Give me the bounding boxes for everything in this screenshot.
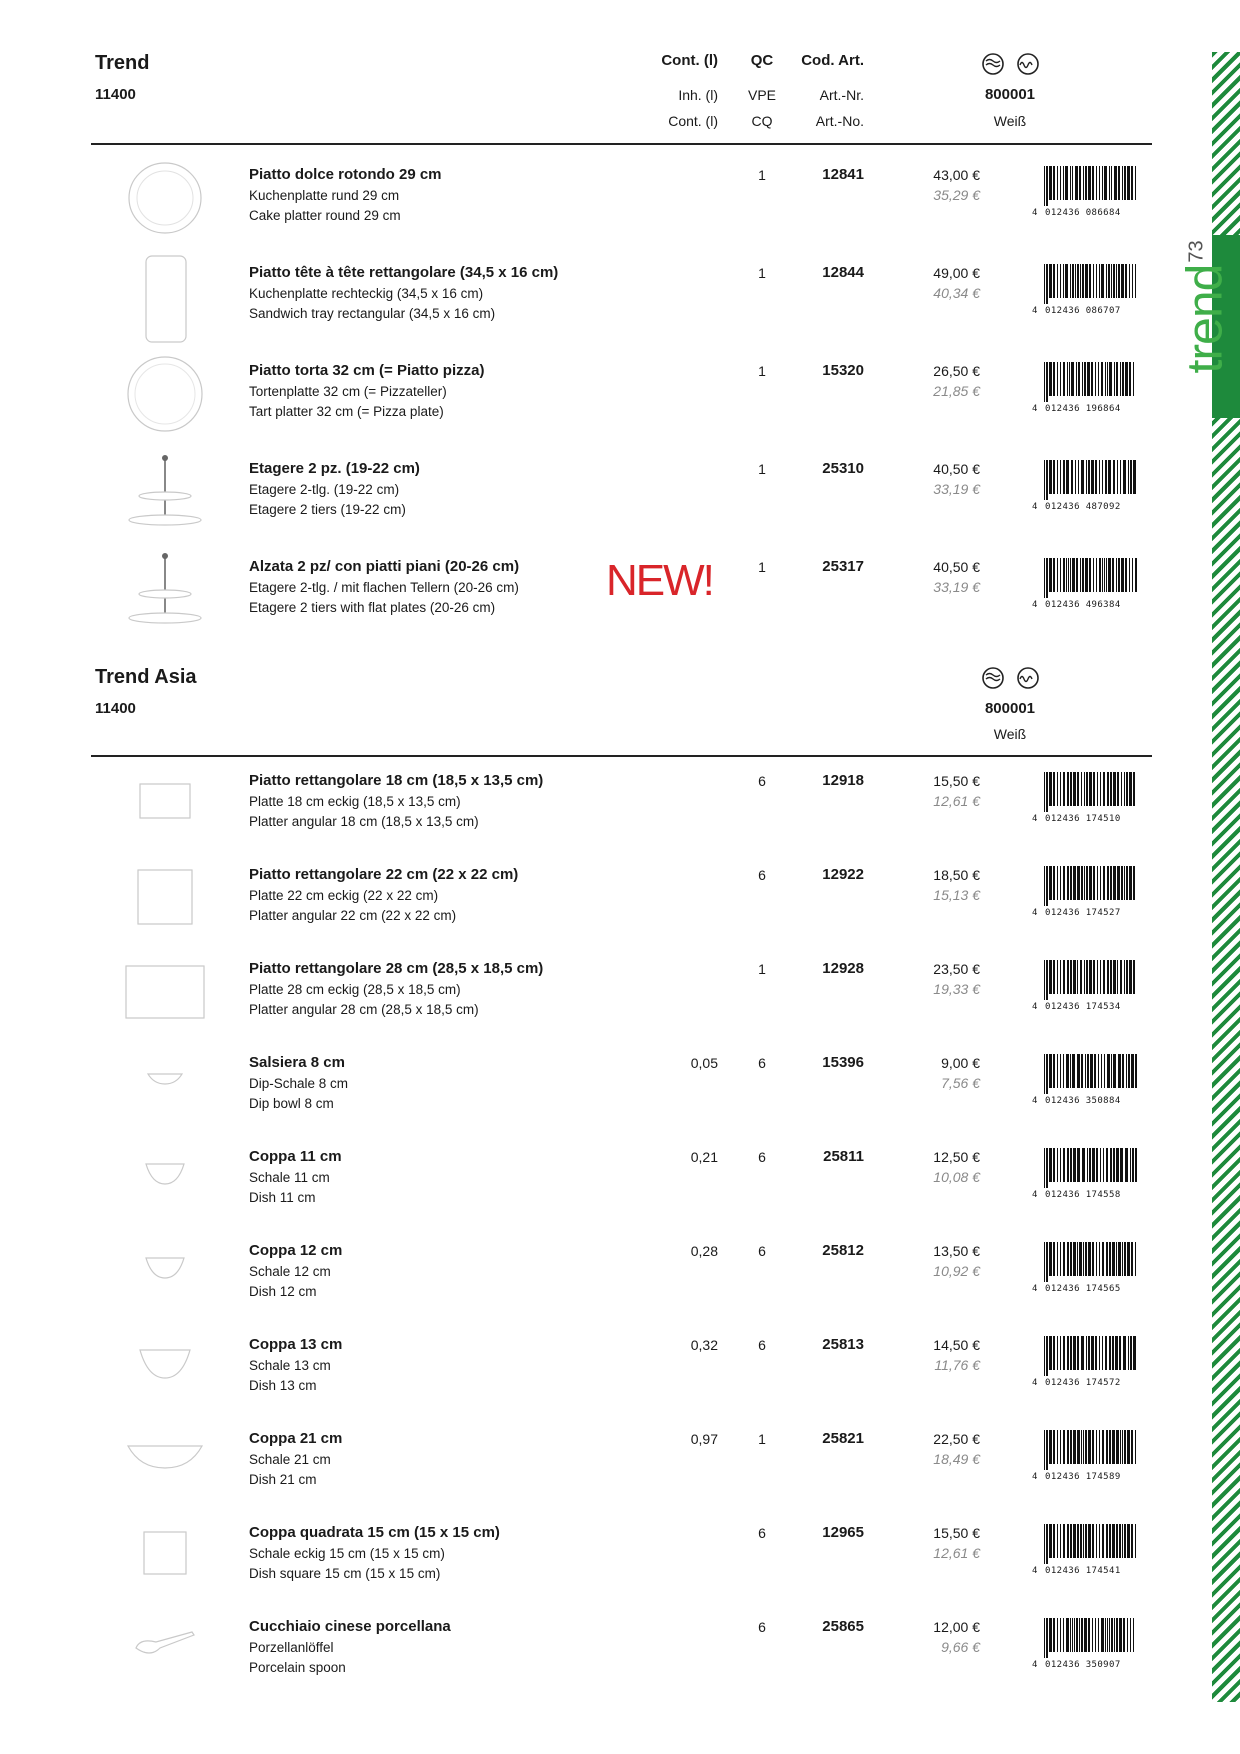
product-name-it: Piatto tête à tête rettangolare (34,5 x 16 cm) bbox=[249, 264, 559, 281]
dishwasher-icon bbox=[983, 668, 1003, 688]
barcode bbox=[1032, 1242, 1138, 1294]
product-image bbox=[110, 762, 220, 852]
barcode-number: 012436 350884 bbox=[1045, 1096, 1121, 1106]
side-trend-label: trend bbox=[1176, 264, 1233, 374]
product-name-it: Piatto torta 32 cm (= Piatto pizza) bbox=[249, 362, 485, 379]
section-title: Trend Asia bbox=[95, 666, 197, 688]
product-price: 12,50 € bbox=[933, 1149, 980, 1165]
product-name-it: Salsiera 8 cm bbox=[249, 1054, 345, 1071]
product-row bbox=[0, 1242, 1240, 1322]
product-qc: 1 bbox=[758, 363, 766, 379]
product-price-net: 33,19 € bbox=[933, 481, 980, 497]
barcode-bars bbox=[1044, 558, 1137, 598]
barcode-number: 012436 496384 bbox=[1045, 600, 1121, 610]
barcode-lead-digit: 4 bbox=[1032, 908, 1038, 918]
product-price-net: 7,56 € bbox=[941, 1075, 980, 1091]
barcode-bars bbox=[1044, 460, 1137, 500]
product-name-en: Platter angular 18 cm (18,5 x 13,5 cm) bbox=[249, 814, 479, 829]
product-content: 0,28 bbox=[690, 1243, 718, 1259]
barcode bbox=[1032, 1618, 1138, 1670]
product-price: 49,00 € bbox=[933, 265, 980, 281]
product-name-en: Etagere 2 tiers with flat plates (20-26 cm) bbox=[249, 600, 496, 615]
decor-code: 800001 bbox=[984, 86, 1036, 103]
product-name-it: Piatto rettangolare 18 cm (18,5 x 13,5 cm) bbox=[249, 772, 544, 789]
product-image bbox=[110, 1138, 220, 1228]
barcode-bars bbox=[1044, 1336, 1137, 1376]
product-row bbox=[0, 1336, 1240, 1416]
product-qc: 1 bbox=[758, 265, 766, 281]
product-name-it: Coppa quadrata 15 cm (15 x 15 cm) bbox=[249, 1524, 500, 1541]
product-price-net: 10,08 € bbox=[933, 1169, 980, 1185]
barcode bbox=[1032, 866, 1138, 918]
product-name-de: Schale 12 cm bbox=[249, 1264, 331, 1279]
barcode bbox=[1032, 1524, 1138, 1576]
barcode-bars bbox=[1044, 772, 1137, 812]
product-code: 12922 bbox=[822, 866, 864, 883]
product-qc: 6 bbox=[758, 1243, 766, 1259]
barcode-number: 012436 196864 bbox=[1045, 404, 1121, 414]
product-price: 14,50 € bbox=[933, 1337, 980, 1353]
product-name-en: Dish 11 cm bbox=[249, 1190, 316, 1205]
product-price-net: 10,92 € bbox=[933, 1263, 980, 1279]
product-price: 9,00 € bbox=[941, 1055, 980, 1071]
product-name-de: Tortenplatte 32 cm (= Pizzateller) bbox=[249, 384, 447, 399]
barcode-lead-digit: 4 bbox=[1032, 1660, 1038, 1670]
product-name-it: Coppa 12 cm bbox=[249, 1242, 343, 1259]
product-price-net: 15,13 € bbox=[933, 887, 980, 903]
barcode-lead-digit: 4 bbox=[1032, 502, 1038, 512]
barcode-bars bbox=[1044, 166, 1137, 206]
product-price-net: 12,61 € bbox=[933, 1545, 980, 1561]
product-price-net: 11,76 € bbox=[934, 1357, 980, 1373]
product-price-net: 18,49 € bbox=[933, 1451, 980, 1467]
product-row bbox=[0, 460, 1240, 540]
barcode-lead-digit: 4 bbox=[1032, 600, 1038, 610]
product-price: 23,50 € bbox=[933, 961, 980, 977]
product-code: 12965 bbox=[822, 1524, 864, 1541]
header-rule bbox=[91, 755, 1152, 757]
barcode bbox=[1032, 558, 1138, 610]
product-name-en: Tart platter 32 cm (= Pizza plate) bbox=[249, 404, 444, 419]
barcode bbox=[1032, 460, 1138, 512]
barcode-lead-digit: 4 bbox=[1032, 208, 1038, 218]
product-content: 0,05 bbox=[690, 1055, 718, 1071]
product-row bbox=[0, 772, 1240, 852]
product-image bbox=[110, 1420, 220, 1510]
product-name-en: Dish square 15 cm (15 x 15 cm) bbox=[249, 1566, 441, 1581]
product-row bbox=[0, 1524, 1240, 1604]
product-image bbox=[110, 1514, 220, 1604]
barcode bbox=[1032, 166, 1138, 218]
col-header-qc-de: VPE bbox=[747, 87, 776, 103]
product-code: 25317 bbox=[822, 558, 864, 575]
product-price: 43,00 € bbox=[933, 167, 980, 183]
barcode-number: 012436 174558 bbox=[1045, 1190, 1121, 1200]
section-code: 11400 bbox=[95, 700, 136, 717]
product-image bbox=[110, 1326, 220, 1416]
product-code: 12841 bbox=[822, 166, 864, 183]
col-header-qc-en: CQ bbox=[751, 113, 773, 129]
product-code: 12844 bbox=[822, 264, 864, 281]
product-row bbox=[0, 166, 1240, 246]
product-name-en: Dish 21 cm bbox=[249, 1472, 317, 1487]
product-content: 0,21 bbox=[690, 1149, 718, 1165]
col-header-qc: QC bbox=[750, 52, 774, 69]
product-name-de: Porzellanlöffel bbox=[249, 1640, 334, 1655]
product-name-en: Sandwich tray rectangular (34,5 x 16 cm) bbox=[249, 306, 496, 321]
product-price: 40,50 € bbox=[933, 461, 980, 477]
product-name-en: Platter angular 22 cm (22 x 22 cm) bbox=[249, 908, 457, 923]
product-row bbox=[0, 960, 1240, 1040]
product-qc: 6 bbox=[758, 773, 766, 789]
product-image bbox=[110, 950, 220, 1040]
product-name-de: Platte 28 cm eckig (28,5 x 18,5 cm) bbox=[249, 982, 461, 997]
barcode-lead-digit: 4 bbox=[1032, 1378, 1038, 1388]
product-price: 26,50 € bbox=[933, 363, 980, 379]
product-name-it: Coppa 21 cm bbox=[249, 1430, 343, 1447]
product-content: 0,32 bbox=[690, 1337, 718, 1353]
product-name-de: Kuchenplatte rechteckig (34,5 x 16 cm) bbox=[249, 286, 484, 301]
product-image bbox=[110, 1232, 220, 1322]
new-badge: NEW! bbox=[606, 556, 713, 605]
product-name-en: Dip bowl 8 cm bbox=[249, 1096, 334, 1111]
decor-name: Weiß bbox=[993, 726, 1027, 742]
product-qc: 1 bbox=[758, 167, 766, 183]
barcode-lead-digit: 4 bbox=[1032, 404, 1038, 414]
product-row bbox=[0, 264, 1240, 344]
barcode-number: 012436 086684 bbox=[1045, 208, 1121, 218]
product-name-en: Dish 13 cm bbox=[249, 1378, 317, 1393]
barcode bbox=[1032, 772, 1138, 824]
barcode bbox=[1032, 1430, 1138, 1482]
product-row bbox=[0, 1148, 1240, 1228]
product-name-en: Platter angular 28 cm (28,5 x 18,5 cm) bbox=[249, 1002, 479, 1017]
product-name-it: Coppa 11 cm bbox=[249, 1148, 342, 1165]
product-image bbox=[110, 1608, 220, 1698]
product-name-en: Dish 12 cm bbox=[249, 1284, 317, 1299]
barcode-number: 012436 174510 bbox=[1045, 814, 1121, 824]
product-qc: 6 bbox=[758, 867, 766, 883]
barcode-bars bbox=[1044, 1148, 1137, 1188]
product-name-it: Etagere 2 pz. (19-22 cm) bbox=[249, 460, 420, 477]
barcode-number: 012436 174565 bbox=[1045, 1284, 1121, 1294]
product-row bbox=[0, 1054, 1240, 1134]
product-price: 13,50 € bbox=[933, 1243, 980, 1259]
product-price-net: 33,19 € bbox=[933, 579, 980, 595]
product-code: 12928 bbox=[822, 960, 864, 977]
product-row bbox=[0, 1430, 1240, 1510]
product-code: 12918 bbox=[822, 772, 864, 789]
product-image bbox=[110, 352, 220, 442]
barcode-bars bbox=[1044, 1618, 1137, 1658]
product-image bbox=[110, 450, 220, 540]
product-name-de: Schale 11 cm bbox=[249, 1170, 330, 1185]
barcode-number: 012436 086707 bbox=[1045, 306, 1121, 316]
barcode bbox=[1032, 264, 1138, 316]
product-name-en: Etagere 2 tiers (19-22 cm) bbox=[249, 502, 406, 517]
barcode-bars bbox=[1044, 1054, 1137, 1094]
product-qc: 6 bbox=[758, 1619, 766, 1635]
col-header-code: Cod. Art. bbox=[801, 52, 864, 69]
product-price: 15,50 € bbox=[933, 773, 980, 789]
product-name-it: Alzata 2 pz/ con piatti piani (20-26 cm) bbox=[249, 558, 520, 575]
header-rule bbox=[91, 143, 1152, 145]
product-name-de: Dip-Schale 8 cm bbox=[249, 1076, 349, 1091]
product-code: 25310 bbox=[822, 460, 864, 477]
product-name-it: Piatto rettangolare 28 cm (28,5 x 18,5 cm) bbox=[249, 960, 544, 977]
product-code: 25813 bbox=[822, 1336, 864, 1353]
product-qc: 6 bbox=[758, 1525, 766, 1541]
barcode-lead-digit: 4 bbox=[1032, 1566, 1038, 1576]
product-image bbox=[110, 856, 220, 946]
section-code: 11400 bbox=[95, 86, 136, 103]
product-qc: 1 bbox=[758, 1431, 766, 1447]
product-name-de: Etagere 2-tlg. / mit flachen Tellern (20-26 cm) bbox=[249, 580, 519, 595]
col-header-cont: Cont. (l) bbox=[661, 52, 718, 69]
product-name-it: Piatto rettangolare 22 cm (22 x 22 cm) bbox=[249, 866, 519, 883]
col-header-cont-en: Cont. (l) bbox=[668, 113, 718, 129]
product-name-en: Cake platter round 29 cm bbox=[249, 208, 401, 223]
product-code: 25811 bbox=[823, 1148, 864, 1165]
product-qc: 1 bbox=[758, 461, 766, 477]
product-name-it: Piatto dolce rotondo 29 cm bbox=[249, 166, 442, 183]
product-name-de: Kuchenplatte rund 29 cm bbox=[249, 188, 400, 203]
product-qc: 1 bbox=[758, 559, 766, 575]
barcode bbox=[1032, 1336, 1138, 1388]
barcode bbox=[1032, 1148, 1138, 1200]
product-price-net: 40,34 € bbox=[933, 285, 980, 301]
microwave-icon bbox=[1018, 668, 1038, 688]
product-image bbox=[110, 156, 220, 246]
product-content: 0,97 bbox=[690, 1431, 718, 1447]
product-price-net: 19,33 € bbox=[933, 981, 980, 997]
page-number: 73 bbox=[1185, 240, 1208, 263]
col-header-cont-de: Inh. (l) bbox=[678, 87, 718, 103]
product-price: 12,00 € bbox=[933, 1619, 980, 1635]
product-code: 25821 bbox=[822, 1430, 864, 1447]
decor-code: 800001 bbox=[984, 700, 1036, 717]
barcode-number: 012436 174527 bbox=[1045, 908, 1121, 918]
product-row bbox=[0, 866, 1240, 946]
product-name-de: Schale 21 cm bbox=[249, 1452, 331, 1467]
product-qc: 6 bbox=[758, 1149, 766, 1165]
col-header-code-de: Art.-Nr. bbox=[819, 87, 864, 103]
barcode-lead-digit: 4 bbox=[1032, 1284, 1038, 1294]
product-qc: 1 bbox=[758, 961, 766, 977]
dishwasher-microwave-icons bbox=[981, 52, 1041, 76]
microwave-icon bbox=[1018, 54, 1038, 74]
product-qc: 6 bbox=[758, 1055, 766, 1071]
barcode bbox=[1032, 960, 1138, 1012]
dishwasher-icon bbox=[983, 54, 1003, 74]
barcode bbox=[1032, 362, 1138, 414]
barcode-lead-digit: 4 bbox=[1032, 1190, 1038, 1200]
barcode-number: 012436 174572 bbox=[1045, 1378, 1121, 1388]
product-price-net: 21,85 € bbox=[933, 383, 980, 399]
barcode-lead-digit: 4 bbox=[1032, 1096, 1038, 1106]
product-name-de: Etagere 2-tlg. (19-22 cm) bbox=[249, 482, 400, 497]
decor-name: Weiß bbox=[993, 113, 1027, 129]
product-price: 18,50 € bbox=[933, 867, 980, 883]
product-name-de: Platte 22 cm eckig (22 x 22 cm) bbox=[249, 888, 439, 903]
product-name-de: Schale eckig 15 cm (15 x 15 cm) bbox=[249, 1546, 445, 1561]
dishwasher-microwave-icons bbox=[981, 666, 1041, 690]
product-code: 25865 bbox=[822, 1618, 864, 1635]
barcode-number: 012436 350907 bbox=[1045, 1660, 1121, 1670]
product-name-it: Cucchiaio cinese porcellana bbox=[249, 1618, 451, 1635]
col-header-code-en: Art.-No. bbox=[815, 113, 864, 129]
product-row bbox=[0, 1618, 1240, 1698]
barcode-lead-digit: 4 bbox=[1032, 814, 1038, 824]
product-price: 22,50 € bbox=[933, 1431, 980, 1447]
barcode-bars bbox=[1044, 866, 1137, 906]
barcode-bars bbox=[1044, 362, 1137, 402]
barcode-number: 012436 174534 bbox=[1045, 1002, 1121, 1012]
product-name-de: Schale 13 cm bbox=[249, 1358, 331, 1373]
barcode bbox=[1032, 1054, 1138, 1106]
product-image bbox=[110, 548, 220, 638]
barcode-bars bbox=[1044, 960, 1137, 1000]
product-image bbox=[110, 1044, 220, 1134]
product-price: 15,50 € bbox=[933, 1525, 980, 1541]
barcode-lead-digit: 4 bbox=[1032, 306, 1038, 316]
product-code: 15320 bbox=[822, 362, 864, 379]
barcode-lead-digit: 4 bbox=[1032, 1472, 1038, 1482]
product-price: 40,50 € bbox=[933, 559, 980, 575]
product-code: 25812 bbox=[822, 1242, 864, 1259]
product-price-net: 12,61 € bbox=[933, 793, 980, 809]
barcode-lead-digit: 4 bbox=[1032, 1002, 1038, 1012]
barcode-number: 012436 174589 bbox=[1045, 1472, 1121, 1482]
section-title: Trend bbox=[95, 52, 150, 74]
product-name-en: Porcelain spoon bbox=[249, 1660, 346, 1675]
product-name-it: Coppa 13 cm bbox=[249, 1336, 343, 1353]
barcode-number: 012436 174541 bbox=[1045, 1566, 1121, 1576]
product-image bbox=[110, 254, 220, 344]
product-code: 15396 bbox=[822, 1054, 864, 1071]
barcode-bars bbox=[1044, 1524, 1137, 1564]
barcode-bars bbox=[1044, 1242, 1137, 1282]
product-qc: 6 bbox=[758, 1337, 766, 1353]
product-price-net: 9,66 € bbox=[941, 1639, 980, 1655]
barcode-number: 012436 487092 bbox=[1045, 502, 1121, 512]
product-name-de: Platte 18 cm eckig (18,5 x 13,5 cm) bbox=[249, 794, 461, 809]
barcode-bars bbox=[1044, 264, 1137, 304]
product-row bbox=[0, 362, 1240, 442]
product-price-net: 35,29 € bbox=[933, 187, 980, 203]
barcode-bars bbox=[1044, 1430, 1137, 1470]
